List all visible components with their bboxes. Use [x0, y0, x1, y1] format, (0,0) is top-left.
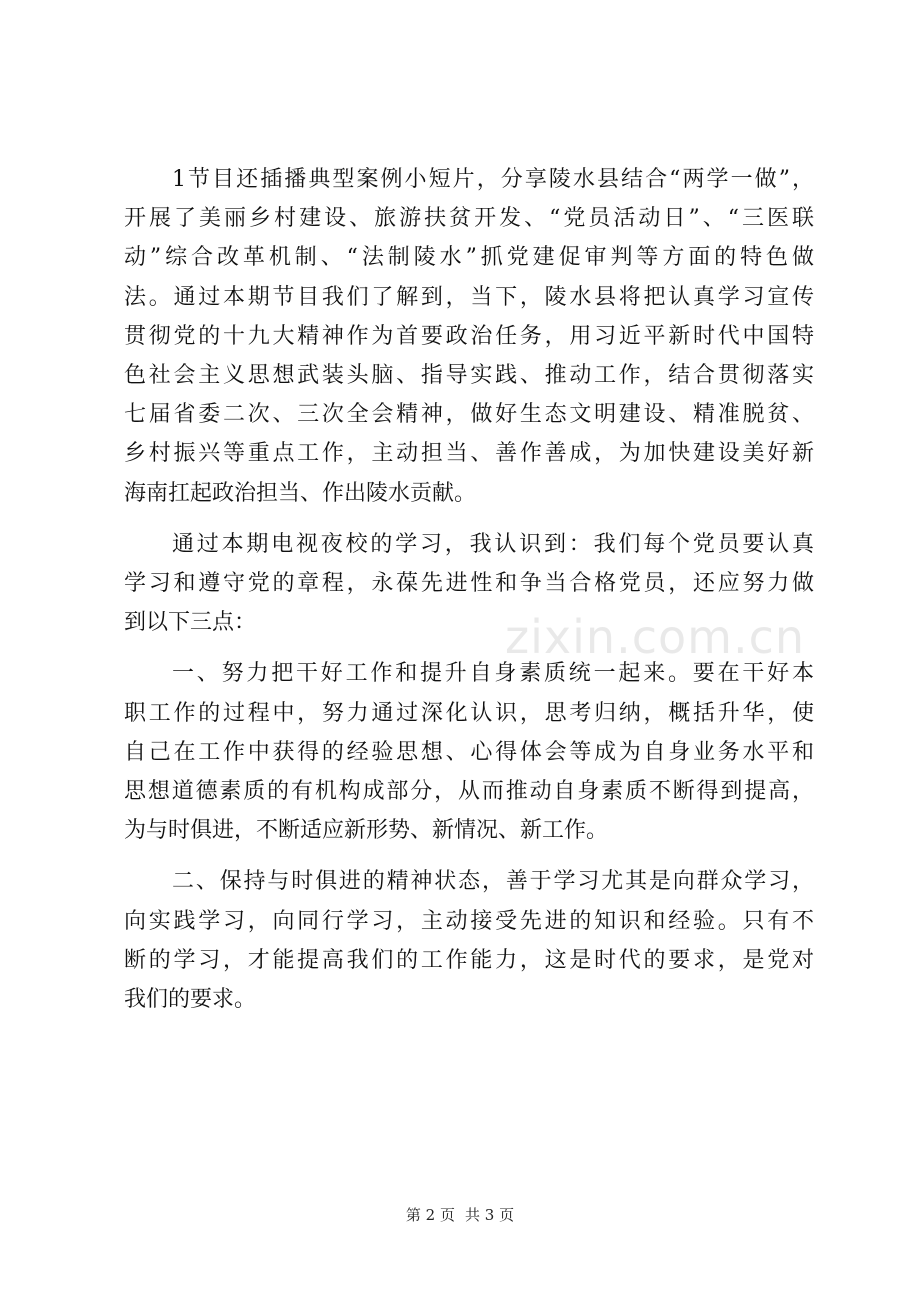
watermark: zixin.com.cn [505, 610, 806, 664]
text-line: 自己在工作中获得的经验思想、心得体会等成为自身业务水平和 [124, 739, 814, 765]
text-line: 思想道德素质的有机构成部分，从而推动自身素质不断得到提高， [124, 779, 814, 805]
text-line: 开展了美丽乡村建设、旅游扶贫开发、“党员活动日”、“三医联 [124, 206, 814, 232]
text-line: 一、努力把干好工作和提升自身素质统一起来。要在干好本 [172, 661, 814, 687]
text-line: 乡村振兴等重点工作，主动担当、善作善成，为加快建设美好新 [124, 441, 814, 467]
text-line: 到以下三点： [124, 610, 257, 636]
text-line: 贯彻党的十九大精神作为首要政治任务，用习近平新时代中国特 [124, 323, 814, 349]
paragraph-2 [124, 525, 814, 643]
text-line: 七届省委二次、三次全会精神，做好生态文明建设、精准脱贫、 [124, 402, 814, 428]
text-line: 我们的要求。 [124, 987, 257, 1013]
text-line: 海南扛起政治担当、作出陵水贡献。 [124, 480, 477, 506]
paragraph-3 [124, 654, 814, 850]
paragraph-1 [124, 160, 814, 513]
text-line: 1节目还插播典型案例小短片，分享陵水县结合“两学一做”， [172, 167, 814, 192]
text-line: 法。通过本期节目我们了解到，当下，陵水县将把认真学习宣传 [124, 284, 814, 310]
text-line: 学习和遵守党的章程，永葆先进性和争当合格党员，还应努力做 [124, 571, 814, 597]
text-line: 为与时俱进，不断适应新形势、新情况、新工作。 [124, 818, 609, 844]
page-footer [0, 1204, 920, 1225]
text-line: 向实践学习，向同行学习，主动接受先进的知识和经验。只有不 [124, 908, 814, 934]
text-line: 通过本期电视夜校的学习，我认识到：我们每个党员要认真 [172, 531, 814, 557]
text-line: 色社会主义思想武装头脑、指导实践、推动工作，结合贯彻落实 [124, 363, 814, 389]
text-line: 职工作的过程中，努力通过深化认识，思考归纳，概括升华，使 [124, 700, 814, 726]
text-line: 断的学习，才能提高我们的工作能力，这是时代的要求，是党对 [124, 947, 814, 973]
text-line: 二、保持与时俱进的精神状态，善于学习尤其是向群众学习， [172, 869, 814, 895]
paragraph-4 [124, 862, 814, 1019]
text-line: 动”综合改革机制、“法制陵水”抓党建促审判等方面的特色做 [124, 245, 814, 271]
page-total: 共 3 页 [465, 1206, 515, 1224]
document-body [124, 160, 814, 1019]
page-number: 第 2 页 [405, 1206, 455, 1224]
